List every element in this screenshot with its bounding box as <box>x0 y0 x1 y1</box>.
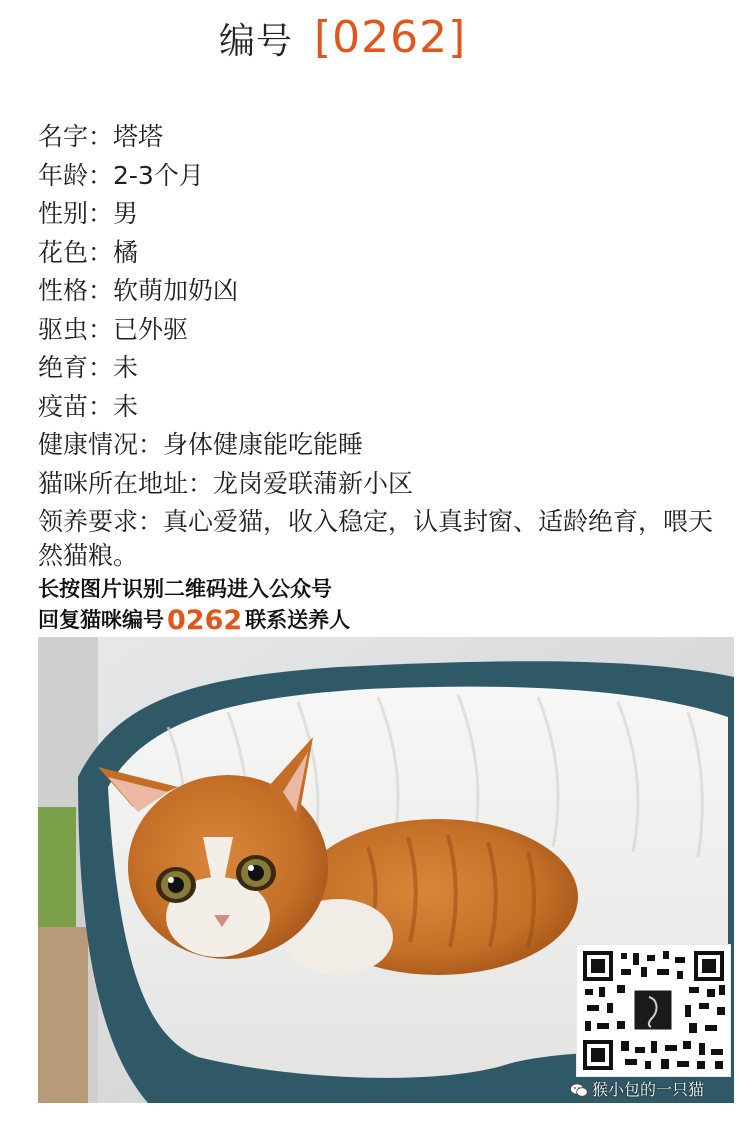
info-gender: 性别：男 <box>38 199 139 228</box>
cat-info-list <box>38 118 728 573</box>
instructions <box>38 574 350 636</box>
instruction-line-1: 长按图片识别二维码进入公众号 <box>38 577 332 601</box>
info-vaccine: 疫苗：未 <box>38 391 139 421</box>
info-name: 名字：塔塔 <box>38 122 164 151</box>
info-neutered: 绝育：未 <box>38 353 139 382</box>
instruction-line-2 <box>38 605 350 636</box>
instruction-prefix: 回复猫咪编号 <box>38 608 164 632</box>
info-personality: 性格：软萌加奶凶 <box>38 276 239 305</box>
qr-code-icon <box>576 944 731 1077</box>
info-requirements: 领养要求：真心爱猫，收入稳定，认真封窗、适龄绝育，喂天然猫粮。 <box>38 507 714 570</box>
instruction-code: 0262 <box>167 605 243 636</box>
header <box>0 6 749 76</box>
info-deworming: 驱虫：已外驱 <box>38 314 189 344</box>
wechat-icon <box>570 1083 588 1097</box>
instruction-suffix: 联系送养人 <box>245 608 351 632</box>
watermark <box>570 1077 704 1103</box>
watermark-text: 猴小包的一只猫 <box>592 1080 705 1099</box>
id-label: 编号 <box>219 21 294 62</box>
info-address: 猫咪所在地址：龙岗爱联蒲新小区 <box>38 468 414 498</box>
info-health: 健康情况：身体健康能吃能睡 <box>38 430 364 459</box>
info-age: 年龄：2-3个月 <box>38 160 204 190</box>
id-number: [0262] <box>314 12 467 63</box>
info-color: 花色：橘 <box>38 237 139 267</box>
